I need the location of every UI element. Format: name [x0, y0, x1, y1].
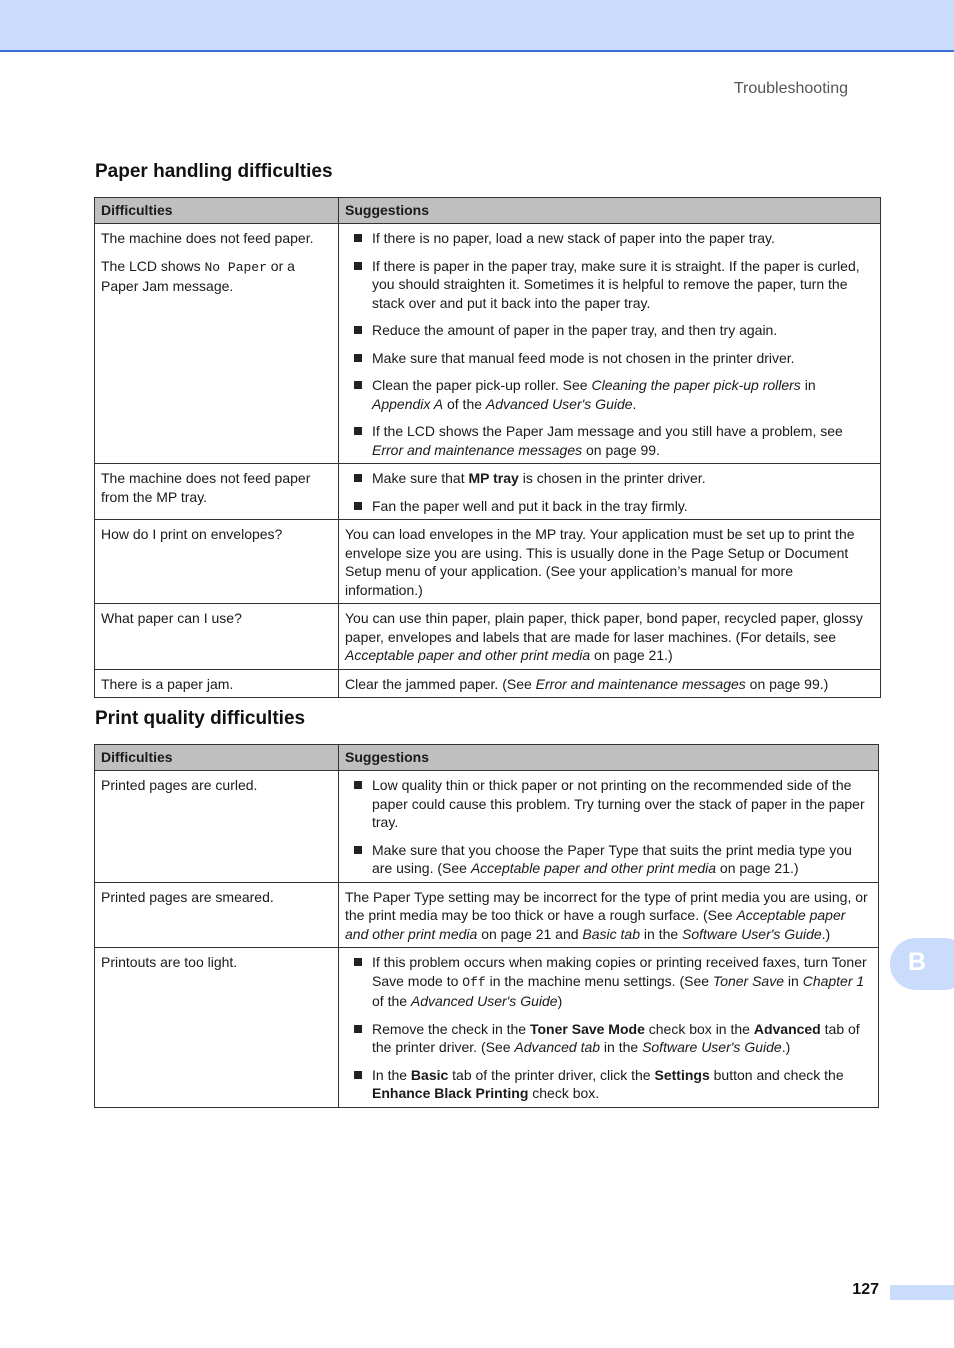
- text-run: .): [821, 925, 831, 942]
- lcd-text: No Paper: [204, 259, 267, 275]
- suggestion-cell: [339, 948, 879, 1108]
- difficulty-text: [101, 776, 332, 795]
- square-bullet-icon: [354, 1025, 362, 1033]
- text-run: in the: [640, 925, 683, 942]
- text-run: In the: [372, 1066, 411, 1083]
- column-header-difficulties: Difficulties: [95, 745, 339, 771]
- text-run: Make sure that you choose the Paper Type that suits the print media type you are using. (See: [372, 841, 852, 876]
- difficulty-cell: [95, 520, 339, 604]
- suggestion-item: [345, 469, 874, 488]
- square-bullet-icon: [354, 502, 362, 510]
- reference-title: Software User's Guide: [682, 925, 822, 942]
- text-run: on page 21.): [590, 647, 673, 663]
- suggestion-text: [345, 888, 872, 944]
- difficulty-cell: [95, 948, 339, 1108]
- square-bullet-icon: [354, 354, 362, 362]
- difficulty-cell: [95, 604, 339, 670]
- text-run: If this problem occurs when making copies or printing received faxes, turn Toner Save mode to: [372, 954, 867, 989]
- difficulty-cell: [95, 464, 339, 520]
- chapter-tab-letter: B: [908, 948, 927, 976]
- suggestion-item: [345, 349, 874, 368]
- suggestion-text: [345, 525, 874, 599]
- suggestion-cell: [339, 224, 881, 464]
- lcd-text: Off: [462, 974, 486, 990]
- suggestion-item: [345, 776, 872, 832]
- running-head: Troubleshooting: [733, 80, 848, 97]
- text-run: If there is no paper, load a new stack of paper into the paper tray.: [372, 230, 775, 246]
- suggestion-cell: [339, 882, 879, 948]
- difficulty-text: [101, 609, 332, 628]
- text-run: Low quality thin or thick paper or not printing on the recommended side of the paper could cause this problem. Try turning over the stack of paper in the paper tray.: [372, 777, 865, 830]
- table-row: [95, 604, 881, 670]
- difficulty-text: [101, 229, 332, 248]
- ui-term: Basic: [410, 1066, 449, 1083]
- text-run: Make sure that manual feed mode is not chosen in the printer driver.: [372, 349, 795, 366]
- text-run: in: [800, 377, 816, 393]
- table-row: [95, 224, 881, 464]
- reference-title: Appendix A: [372, 395, 444, 412]
- reference-title: Error and maintenance messages: [372, 441, 583, 458]
- square-bullet-icon: [354, 381, 362, 389]
- difficulty-cell: [95, 882, 339, 948]
- text-run: tab of the printer driver. (See: [372, 1020, 860, 1055]
- suggestion-item: [345, 1066, 872, 1103]
- text-run: tab of the printer driver, click the: [448, 1066, 655, 1083]
- text-run: of the: [372, 993, 411, 1009]
- reference-title: Advanced tab: [514, 1039, 601, 1055]
- square-bullet-icon: [354, 326, 362, 334]
- square-bullet-icon: [354, 427, 362, 435]
- reference-title: Toner Save: [712, 972, 785, 989]
- section-title-print-quality: Print quality difficulties: [95, 708, 306, 729]
- suggestion-item: [345, 953, 872, 1011]
- text-run: on page 99.: [582, 441, 660, 458]
- section-title-paper-handling: Paper handling difficulties: [95, 161, 333, 182]
- difficulty-text: [101, 675, 332, 694]
- square-bullet-icon: [354, 958, 362, 966]
- text-run: check box.: [528, 1085, 600, 1101]
- difficulty-text: [101, 953, 332, 972]
- difficulty-text: [101, 257, 332, 296]
- square-bullet-icon: [354, 474, 362, 482]
- suggestion-list: [345, 776, 872, 878]
- text-run: in the machine menu settings. (See: [485, 972, 713, 989]
- text-run: is chosen in the printer driver.: [518, 470, 706, 486]
- suggestion-item: [345, 422, 874, 459]
- header-bar: [0, 0, 954, 52]
- suggestion-list: [345, 229, 874, 459]
- reference-title: Acceptable paper and other print media: [345, 907, 846, 942]
- reference-title: Advanced User's Guide: [485, 395, 633, 412]
- suggestion-cell: [339, 464, 881, 520]
- text-run: in: [784, 972, 803, 989]
- difficulty-text: [101, 525, 332, 544]
- suggestion-cell: [339, 520, 881, 604]
- difficulty-cell: [95, 669, 339, 698]
- suggestion-item: [345, 376, 874, 413]
- text-run: in the: [600, 1039, 643, 1055]
- text-run: on page 99.): [745, 675, 829, 692]
- suggestion-list: [345, 469, 874, 515]
- text-run: The Paper Type setting may be incorrect for the type of print media you are using, or the print media may be too thick or have a rough surface. (See: [345, 888, 868, 923]
- table-header-row: [95, 745, 879, 771]
- text-run: The machine does not feed paper from the MP tray.: [101, 470, 311, 505]
- print-quality-rows: [95, 771, 879, 1108]
- column-header-difficulties: Difficulties: [95, 198, 339, 224]
- suggestion-item: [345, 497, 874, 516]
- table-row: [95, 771, 879, 883]
- suggestion-item: [345, 229, 874, 248]
- text-run: .): [781, 1039, 791, 1055]
- difficulty-cell: [95, 771, 339, 883]
- reference-title: Chapter 1: [802, 972, 865, 989]
- reference-title: Acceptable paper and other print media: [470, 860, 717, 876]
- ui-term: Enhance Black Printing: [372, 1085, 529, 1101]
- square-bullet-icon: [354, 846, 362, 854]
- suggestion-item: [345, 321, 874, 340]
- text-run: Reduce the amount of paper in the paper tray, and then try again.: [372, 322, 778, 338]
- print-quality-table: [94, 744, 879, 1108]
- suggestion-item: [345, 1020, 872, 1057]
- square-bullet-icon: [354, 781, 362, 789]
- text-run: The LCD shows: [101, 257, 205, 274]
- suggestion-item: [345, 257, 874, 313]
- text-run: If the LCD shows the Paper Jam message and you still have a problem, see: [372, 423, 843, 439]
- ui-term: Toner Save Mode: [529, 1020, 645, 1037]
- square-bullet-icon: [354, 262, 362, 270]
- text-run: check box in the: [644, 1020, 754, 1037]
- text-run: .: [632, 395, 637, 412]
- reference-title: Cleaning the paper pick-up rollers: [591, 377, 801, 393]
- table-header-row: [95, 198, 881, 224]
- text-run: button and check the: [709, 1066, 844, 1083]
- text-run: You can load envelopes in the MP tray. Your application must be set up to print the envelope size you are using. This is usually done in the Page Setup or Document Setup menu of your application. (See your application’s manual for more information.): [345, 526, 855, 598]
- table-row: [95, 669, 881, 698]
- difficulty-text: [101, 469, 332, 506]
- difficulty-cell: [95, 224, 339, 464]
- reference-title: Advanced User's Guide: [410, 993, 558, 1009]
- suggestion-text: [345, 675, 874, 694]
- suggestion-cell: [339, 669, 881, 698]
- column-header-suggestions: Suggestions: [339, 198, 881, 224]
- suggestion-cell: [339, 604, 881, 670]
- text-run: Clean the paper pick-up roller. See: [372, 377, 592, 393]
- ui-term: Advanced: [753, 1020, 821, 1037]
- page-number: 127: [852, 1281, 879, 1298]
- paper-handling-rows: [95, 224, 881, 698]
- text-run: Printed pages are smeared.: [101, 888, 274, 905]
- text-run: ): [557, 993, 563, 1009]
- table-row: [95, 464, 881, 520]
- reference-title: Basic tab: [582, 925, 641, 942]
- text-run: What paper can I use?: [101, 610, 242, 626]
- chapter-tab[interactable]: [890, 938, 954, 990]
- column-header-suggestions: Suggestions: [339, 745, 879, 771]
- suggestion-item: [345, 841, 872, 878]
- square-bullet-icon: [354, 1071, 362, 1079]
- text-run: Clear the jammed paper. (See: [345, 675, 536, 692]
- footer-bar: [890, 1285, 954, 1300]
- reference-title: Error and maintenance messages: [535, 675, 746, 692]
- text-run: Make sure that: [372, 470, 469, 486]
- text-run: on page 21.): [716, 860, 799, 876]
- paper-handling-table: [94, 197, 881, 698]
- difficulty-text: [101, 888, 332, 907]
- reference-title: Software User's Guide: [642, 1039, 782, 1055]
- text-run: If there is paper in the paper tray, make sure it is straight. If the paper is curled, you should straighten it. Sometimes it is helpful to remove the paper, turn the stack over and put it back into the paper tray.: [372, 257, 860, 311]
- ui-term: Settings: [654, 1066, 710, 1083]
- ui-term: MP tray: [468, 470, 519, 486]
- reference-title: Acceptable paper and other print media: [345, 647, 591, 663]
- table-row: [95, 948, 879, 1108]
- square-bullet-icon: [354, 234, 362, 242]
- suggestion-text: [345, 609, 874, 665]
- text-run: or a Paper Jam message.: [101, 257, 295, 294]
- text-run: Fan the paper well and put it back in the tray firmly.: [372, 497, 688, 514]
- text-run: You can use thin paper, plain paper, thick paper, bond paper, recycled paper, glossy paper, envelopes and labels that are made for laser machines. (For details, see: [345, 610, 863, 645]
- text-run: The machine does not feed paper.: [101, 230, 314, 246]
- text-run: Remove the check in the: [372, 1020, 530, 1037]
- text-run: of the: [443, 395, 486, 412]
- suggestion-cell: [339, 771, 879, 883]
- text-run: on page 21 and: [477, 925, 583, 942]
- table-row: [95, 882, 879, 948]
- suggestion-list: [345, 953, 872, 1103]
- text-run: How do I print on envelopes?: [101, 526, 283, 542]
- table-row: [95, 520, 881, 604]
- text-run: There is a paper jam.: [101, 675, 234, 692]
- text-run: Printouts are too light.: [101, 954, 238, 970]
- text-run: Printed pages are curled.: [101, 777, 258, 793]
